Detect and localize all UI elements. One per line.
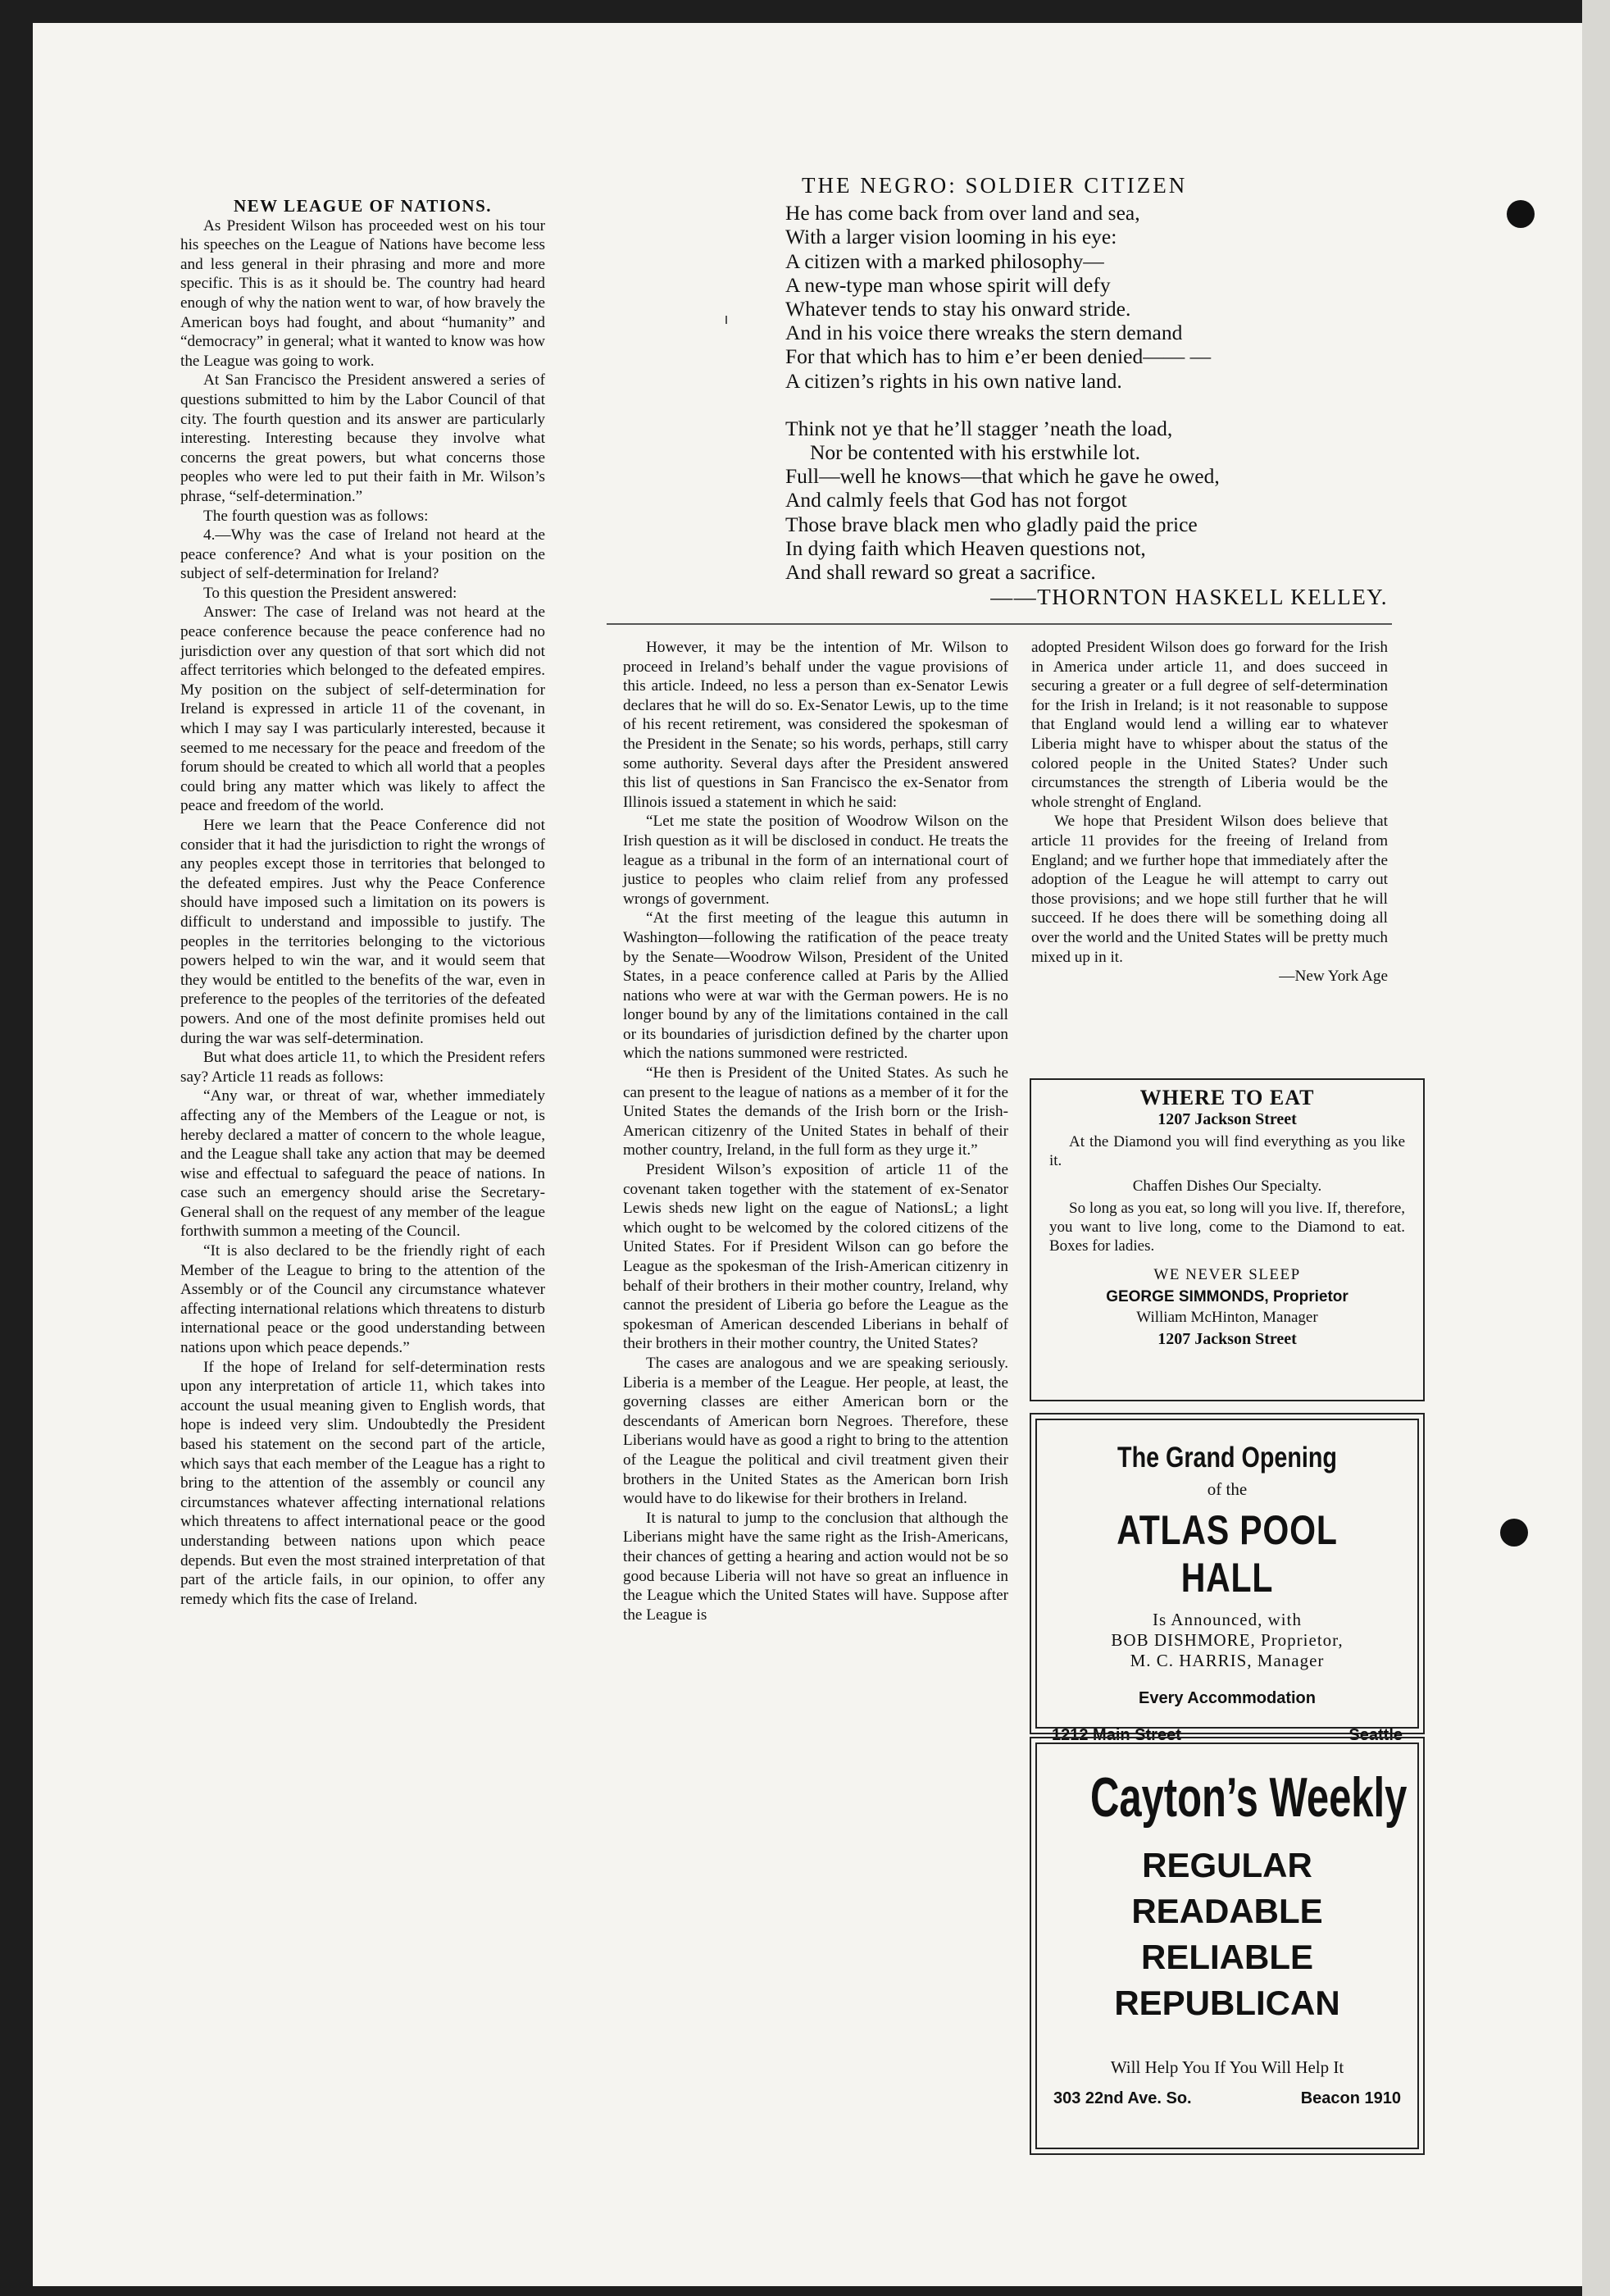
article-paragraph: Answer: The case of Ireland was not heard at the peace conference because the peace conference had no jurisdiction over any question of that sort which did not affect territories which belonged to the defeated empires. My position on the subject of self-determination for Ireland is expressed in article 11 of the covenant, in which I may say I was particularly interested, because it seemed to me necessary for the peace and freedom of the forum should be created to which all world that a peoples could bring any matter which was likely to affect the peace and freedom of the world. <box>180 604 545 815</box>
article-paragraph: “It is also declared to be the friendly right of each Member of the League to bring to the attention of the Assembly or of the Council any circumstance whatever affecting international relations which threatens to disturb international peace or the good understanding between nations upon which peace depends.” <box>180 1242 545 1357</box>
poem-line: A new-type man whose spirit will defy <box>785 272 1111 297</box>
ad-specialty: Chaffen Dishes Our Specialty. <box>1132 1178 1322 1195</box>
article-paragraph: However, it may be the intention of Mr. Wilson to proceed in Ireland’s behalf under the vague provisions of this article. Indeed, no less a person than ex-Senator Lewis declares that he will do so. Ex-Senator Lewis, up to the time of his recent retirement, was considered the spokesman of the President in the Senate; so his words, perhaps, still carry some authority. Several days after the President answered this list of questions in San Francisco the ex-Senator from Illinois issued a statement in which he said: <box>623 639 1008 811</box>
atlas-pool-hall-ad <box>1030 1413 1425 1744</box>
article-paragraph: “Let me state the position of Woodrow Wilson on the Irish question as it will be disclosed in conduct. He treats the league as a tribunal in the form of an international court of justice to peoples who claim relief from any professed wrongs of government. <box>623 813 1008 908</box>
poem-line: Whatever tends to stay his onward stride. <box>785 297 1131 321</box>
ad-inner-border <box>1035 1419 1419 1744</box>
article-paragraph: As President Wilson has proceeded west on his tour his speeches on the League of Nations have become less and less general in their phrasing and more and more specific. This is as it should be. The country had heard enough of why the nation went to war, of how bravely the American boys had fought, and about “humanity” and “democracy” in general; what it wanted to know was how the League was going to work. <box>180 216 545 370</box>
ad-phone: Beacon 1910 <box>1300 2089 1401 2107</box>
ad-inner-border <box>1035 1742 1419 2149</box>
ad-address: 1207 Jackson Street <box>1157 1110 1297 1128</box>
article-paragraph: The cases are analogous and we are speaking seriously. Liberia is a member of the League. Her people, at least, the governing classes are either American born or the descendants of American born Negroes. Therefore, these Liberians would have as good a right to bring to the attention of the League the political and civil treatment given their brothers in the United States as the American born Irish would have to do likewise for their brothers in Ireland. <box>623 1354 1008 1508</box>
poem-line: A citizen’s rights in his own native land. <box>785 368 1122 393</box>
ad-text: of the <box>1207 1479 1248 1499</box>
ad-tagline: Will Help You If You Will Help It <box>1110 2057 1344 2077</box>
poem-line: And shall reward so great a sacrifice. <box>785 560 1096 585</box>
where-to-eat-ad <box>1030 1078 1425 1401</box>
article-paragraph: “Any war, or threat of war, whether immediately affecting any of the Members of the League or not, is hereby declared a matter of concern to the whole league, and the League shall take any action that may be deemed wise and effectual to safeguard the peace of nations. In case such an emergency should arise the Secretary-General shall on the request of any member of the league forthwith summon a meeting of the Council. <box>180 1087 545 1241</box>
poem-line: Full—well he knows—that which he gave he owed, <box>785 464 1220 489</box>
article-paragraph: If the hope of Ireland for self-determination rests upon any interpretation of article 11, which takes into account the usual meaning given to English words, that hope is indeed very slim. Undoubtedly the President based his statement on the second part of the article, which says that each member of the League has a right to bring to the attention of the assembly or council any circumstances whatever affecting international relations which threatens to affect international peace or the good understanding between nations upon which peace depends. But even the most strained interpretation of that part of the article fails, in our opinion, to offer any remedy which fits the case of Ireland. <box>180 1358 545 1608</box>
ad-text: At the Diamond you will find everything as you like it. <box>1049 1133 1405 1169</box>
ad-text: Every Accommodation <box>1139 1689 1316 1707</box>
poem-line: And in his voice there wreaks the stern demand <box>785 321 1183 345</box>
ad-manager: M. C. HARRIS, Manager <box>1130 1651 1325 1670</box>
poem <box>785 174 1388 633</box>
article-paragraph: At San Francisco the President answered a series of questions submitted to him by the Labor Council of that city. The fourth question and its answer are particularly interesting. Interesting because they involve what concerns the great powers, but what concerns those peoples who were led to put their faith in Mr. Wilson’s phrase, “self-determination.” <box>180 371 545 505</box>
poem-line: Those brave black men who gladly paid the price <box>785 512 1198 536</box>
poem-line: With a larger vision looming in his eye: <box>785 225 1117 249</box>
ad-publication-title: Cayton’s Weekly <box>1089 1766 1408 1829</box>
ad-proprietor: GEORGE SIMMONDS, Proprietor <box>1106 1288 1348 1305</box>
ad-proprietor: BOB DISHMORE, Proprietor, <box>1111 1630 1344 1650</box>
page-edge <box>1582 0 1610 2296</box>
article-paragraph: We hope that President Wilson does believe that article 11 provides for the freeing of Ireland from England; and we further hope that immediately after the adoption of the League he will attempt to carry out those provisions; and we hope still further that he will succeed. If he does there will be something doing all over the world and the United States will be pretty much mixed up in it. <box>1031 813 1388 966</box>
poem-line: Nor be contented with his erstwhile lot. <box>810 440 1140 465</box>
article-paragraph: President Wilson’s exposition of article 11 of the covenant taken together with the statement of ex-Senator Lewis sheds new light on the eague of NationsL; a light which ought to be welcomed by the colored citizens of the United States. For if President Wilson can go before the League as the spokesman of the Irish-American citizenry in behalf of their brothers in their mother country, Ireland, why cannot the president of Liberia go before the League as the spokesman of American descended Liberians in behalf of their brothers in their mother country, the United States? <box>623 1161 1008 1353</box>
article-byline: —New York Age <box>1279 968 1388 986</box>
ad-address: 303 22nd Ave. So. <box>1053 2089 1192 2107</box>
article-paragraph: But what does article 11, to which the President refers say? Article 11 reads as follows: <box>180 1049 545 1086</box>
ad-city: Seattle <box>1348 1726 1403 1744</box>
ad-word: REPUBLICAN <box>1114 1984 1340 2022</box>
article-paragraph: adopted President Wilson does go forward for the Irish in America under article 11, and does succeed in securing a greater or a full degree of self-determination for the Irish in Ireland; is it not reasonable to suppose that England would lend a willing ear to whatever Liberia might have to whisper about the status of the colored people in the United States? Under such circumstances the strength of Liberia would be the whole strenght of England. <box>1031 639 1388 811</box>
league-of-nations-article <box>180 197 545 2148</box>
poem-line: He has come back from over land and sea, <box>785 201 1140 226</box>
poem-line: For that which has to him e’er been denied—— — <box>785 344 1212 369</box>
poem-line: A citizen with a marked philosophy— <box>785 248 1104 273</box>
ad-text: Is Announced, with <box>1153 1610 1302 1629</box>
ad-title: WHERE TO EAT <box>1139 1086 1315 1109</box>
ad-word: RELIABLE <box>1141 1938 1313 1976</box>
poem-line: Think not ye that he’ll stagger ’neath the load, <box>785 416 1173 440</box>
ad-word: READABLE <box>1131 1892 1323 1930</box>
article-paragraph: It is natural to jump to the conclusion that although the Liberians might have the same right as the Irish-Americans, their chances of getting a hearing and action would not be so good because Liberia will not have so great an influence in the League which the United States will have. Suppose after the League is <box>623 1509 1008 1624</box>
article-paragraph: “At the first meeting of the league this autumn in Washington—following the ratification of the peace treaty by the Senate—Woodrow Wilson, President of the United States, in a peace conference called at Paris by the Allied nations who were at war with the German powers. He is no longer bound by any of the limitations contained in the call or its boundaries of jurisdiction defined by the charter upon which the nations summoned were restricted. <box>623 909 1008 1063</box>
binding-hole <box>1507 200 1535 228</box>
article-paragraph: The fourth question was as follows: <box>203 507 429 525</box>
article-paragraph: To this question the President answered: <box>203 584 457 602</box>
ad-word: REGULAR <box>1142 1846 1312 1884</box>
ad-headline: The Grand Opening <box>1117 1442 1337 1474</box>
poem-line: In dying faith which Heaven questions not, <box>785 535 1146 560</box>
ad-address: 1212 Main Street <box>1052 1726 1181 1744</box>
article-headline: NEW LEAGUE OF NATIONS. <box>234 196 492 216</box>
ad-address: 1207 Jackson Street <box>1157 1330 1297 1348</box>
ad-business-name: ATLAS POOL HALL <box>1117 1507 1338 1601</box>
section-divider <box>607 623 1392 625</box>
caytons-weekly-ad <box>1030 1737 1425 2155</box>
binding-hole <box>1500 1519 1528 1547</box>
ad-slogan: WE NEVER SLEEP <box>1153 1266 1301 1283</box>
article-paragraph: Here we learn that the Peace Conference did not consider that it had the jurisdiction to right the wrongs of any peoples except those in territories that belonged to the defeated empires. Just why the Peace Conference should have imposed such a limitation on its powers is difficult to understand and impossible to justify. The peoples in the territories belonging to the victorious powers helped to win the war, and it would seem that they would be entitled to the benefits of the war, even in preference to the peoples of the territories of the defeated powers. And one of the most definite promises held out during the war was self-determination. <box>180 817 545 1047</box>
article-paragraph: “He then is President of the United States. As such he can present to the league of nations as a member of it for the United States the demands of the Irish born or the Irish-American citizenry of the United States in behalf of their mother country, Ireland, in the full form as they urge it.” <box>623 1064 1008 1159</box>
article-paragraph: 4.—Why was the case of Ireland not heard at the peace conference? And what is your position on the subject of self-determination for Ireland? <box>180 526 545 583</box>
poem-author: ——THORNTON HASKELL KELLEY. <box>990 585 1388 610</box>
league-article-conclusion <box>1031 638 1388 1071</box>
ad-manager: William McHinton, Manager <box>1136 1309 1318 1326</box>
column-rule-mark <box>725 316 727 324</box>
poem-line: And calmly feels that God has not forgot <box>785 488 1127 512</box>
ad-text: So long as you eat, so long will you live. If, therefore, you want to live long, come to the Diamond to eat. Boxes for ladies. <box>1049 1200 1406 1255</box>
league-article-continued <box>623 638 1008 2155</box>
poem-title: THE NEGRO: SOLDIER CITIZEN <box>802 173 1188 198</box>
